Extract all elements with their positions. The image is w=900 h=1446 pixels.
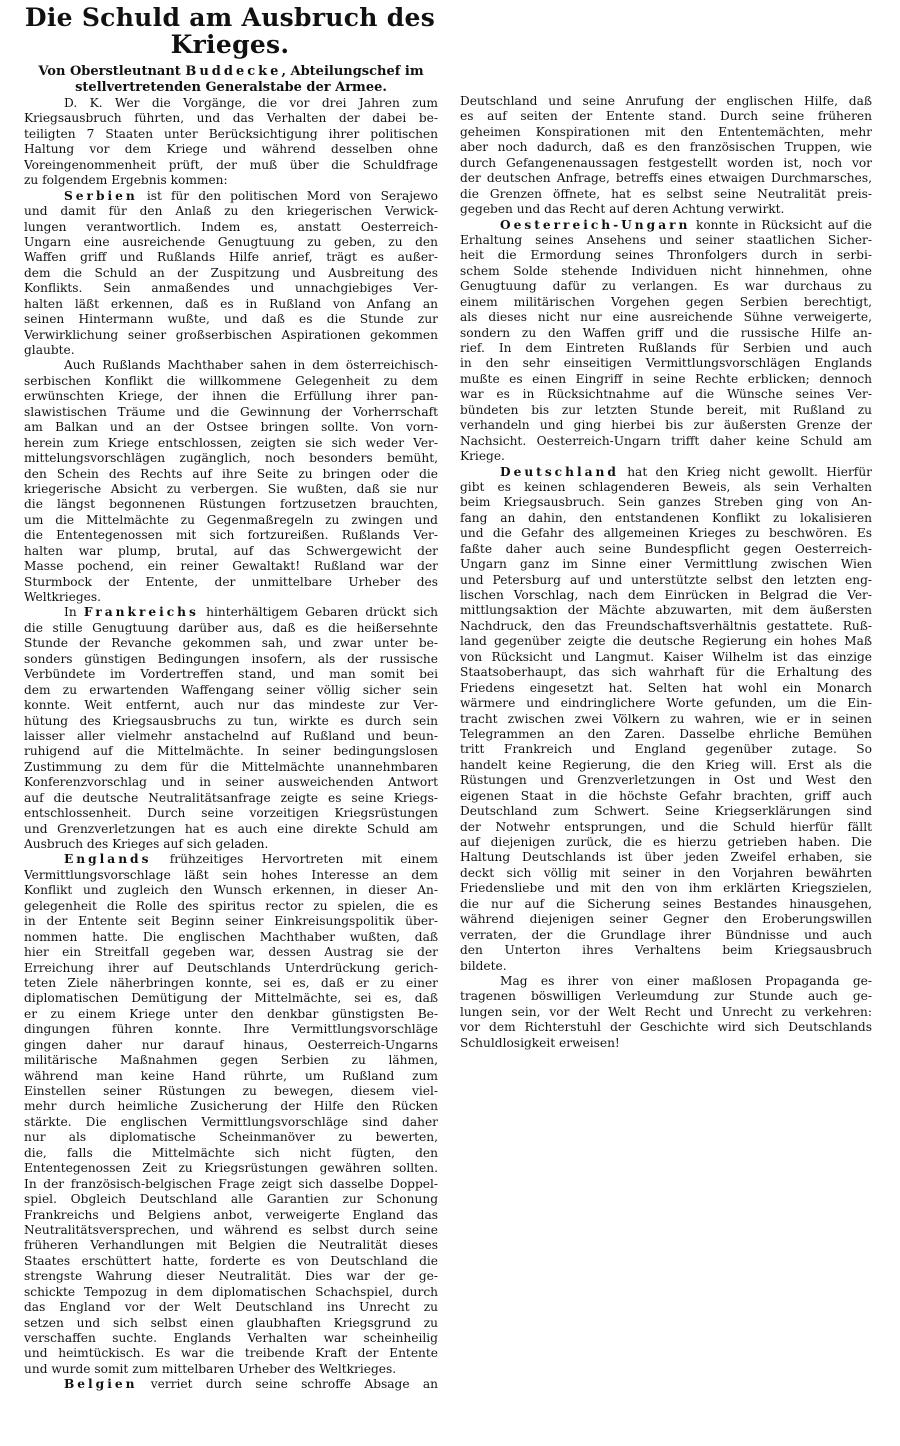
- emphasized-country-name: Englands: [64, 852, 152, 867]
- text-line: Serbien ist für den politischen Mord von Serajewo: [64, 188, 438, 203]
- text-line: Waffen griff und Rußlands Hilfe anrief, trägt es außer-: [24, 250, 438, 265]
- text-line: der deutschen Anfrage, betreffs eines etwaigen Durchmarsches,: [460, 171, 872, 186]
- text-line: Haltung vor dem Kriege und während desselben ohne: [24, 142, 438, 157]
- text-line: Konflikt und zugleich den Wunsch erkennen, in dieser An-: [24, 883, 438, 898]
- text-line: lungen verantwortlich. Indem es, anstatt Oesterreich-: [24, 219, 438, 234]
- article-column-right: [460, 94, 872, 1051]
- text-line: deckt sich völlig mit seiner in den Vorjahren bewährten: [460, 865, 872, 880]
- text-line: den Unterton ihres Verhaltens beim Kriegsausbruch: [460, 943, 872, 958]
- text-line: die Ententegenossen mit sich fortzureißen. Rußlands Ver-: [24, 528, 438, 543]
- byline-line-1: [24, 64, 438, 80]
- text-line: mußte es einen Eingriff in seine Rechte erblicken; dennoch: [460, 371, 872, 386]
- text-line: dem die Schuld an der Zuspitzung und Ausbreitung des: [24, 265, 438, 280]
- text-line: während man keine Hand rührte, um Rußland zum: [24, 1068, 438, 1083]
- text-line: die Grenzen öffnete, hat es selbst seine Neutralität preis-: [460, 186, 872, 201]
- text-line: sondern zu den Waffen griff und die russische Hilfe an-: [460, 325, 872, 340]
- text-line: tracht zwischen zwei Völkern zu wahren, wie er in seinen: [460, 711, 872, 726]
- text-line: teten Ziele näherbringen konnte, sei es, daß er zu einer: [24, 975, 438, 990]
- text-line: Oesterreich-Ungarn konnte in Rücksicht auf die: [500, 217, 872, 232]
- text-line: mehr durch heimliche Zusicherung der Hilfe den Rücken: [24, 1099, 438, 1114]
- text-line: gegeben und das Recht auf deren Achtung verwirkt.: [460, 202, 785, 217]
- text-line: In der französisch-belgischen Frage zeigt sich dasselbe Doppel-: [24, 1176, 438, 1191]
- text-line: beim Kriegsausbruch. Sein ganzes Streben ging von An-: [460, 495, 872, 510]
- text-line: glaubte.: [24, 343, 75, 357]
- text-line: nur als diplomatische Scheinmanöver zu bewerten,: [24, 1130, 438, 1145]
- text-line: erwünschten Kriege, der ihnen die Erfüllung ihrer pan-: [24, 389, 438, 404]
- text-line: Schuldlosigkeit erweisen!: [460, 1035, 620, 1050]
- text-line: fang an dahin, den entstandenen Konflikt zu lokalisieren: [460, 510, 872, 525]
- article-title: [20, 4, 440, 58]
- article-title-line-1: Die Schuld am Ausbruch des: [24, 3, 436, 32]
- text-line: Verwirklichung seiner großserbischen Aspirationen gekommen: [24, 327, 438, 342]
- text-line: ruhigend auf die Mittelmächte. In seiner bedingungslosen: [24, 744, 438, 759]
- text-line: um die Mittelmächte zu Gegenmaßregeln zu zwingen und: [24, 512, 438, 527]
- text-line: entschlossenheit. Durch seine vorzeitigen Kriegsrüstungen: [24, 806, 438, 821]
- text-line: verraten, der die Grundlage ihrer Bündnisse und auch: [460, 927, 872, 942]
- byline-suffix: , Abteilungschef im: [281, 64, 424, 79]
- text-line: Deutschland und seine Anrufung der englischen Hilfe, daß: [460, 94, 872, 108]
- text-line: tritt Frankreich und England gegenüber zutage. So: [460, 742, 872, 757]
- text-line: Neutralitätsversprechen, und während es selbst durch seine: [24, 1222, 438, 1237]
- text-line: Stunde der Revanche gekommen sah, und zwar unter be-: [24, 636, 438, 651]
- text-line: das England vor der Welt Deutschland ins Unrecht zu: [24, 1300, 438, 1315]
- text-line: Ausbruch des Krieges auf sich geladen.: [24, 837, 269, 851]
- byline-line-2: stellvertretenden Generalstabe der Armee.: [75, 80, 387, 95]
- emphasized-country-name: Serbien: [64, 188, 138, 203]
- text-line: rief. In dem Eintreten Rußlands für Serbien und auch: [460, 341, 872, 355]
- text-line: dem zu erwartenden Waffengang seiner völlig sicher sein: [24, 682, 438, 697]
- text-line: es auf seiten der Entente stand. Durch seine früheren: [460, 109, 872, 124]
- text-line: Konferenzvorschlag und in seiner ausweichenden Antwort: [24, 775, 438, 790]
- text-line: Konflikts. Sein anmaßendes und unnachgiebiges Ver-: [24, 281, 438, 296]
- byline-author: Buddecke: [185, 64, 282, 79]
- text-line: strengste Wahrung dieser Neutralität. Dies war der ge-: [24, 1269, 438, 1284]
- text-line: handelt keine Regierung, die den Krieg will. Erst als die: [460, 757, 872, 772]
- text-line: und wurde somit zum mittelbaren Urheber des Weltkrieges.: [24, 1361, 397, 1376]
- text-line: durch Gefangenenaussagen festgestellt worden ist, noch vor: [460, 155, 872, 170]
- text-line: die nur auf die Sicherung seines Bestandes hinausgehen,: [460, 896, 872, 911]
- text-line: Staatsoberhaupt, das sich wahrhaft für die Erhaltung des: [460, 665, 872, 680]
- text-line: Deutschland zum Schwert. Seine Kriegserklärungen sind: [460, 804, 872, 819]
- text-line: Englands frühzeitiges Hervortreten mit einem: [64, 852, 438, 867]
- text-line: in der Entente seit Beginn seiner Einkreisungspolitik über-: [24, 914, 438, 929]
- text-line: Vermittlungsvorschlage läßt sein hohes Interesse an dem: [24, 867, 438, 882]
- text-line: sonders günstigen Bedingungen insofern, als der russische: [24, 651, 438, 666]
- article-column-left: [24, 96, 438, 1393]
- text-line: Verbündete im Vordertreffen stand, und man somit bei: [24, 667, 438, 682]
- text-line: mittelungsvorschlägen zugänglich, noch besonders bemüht,: [24, 451, 438, 466]
- text-line: schickte Tempozug in dem diplomatischen Schachspiel, durch: [24, 1284, 438, 1299]
- text-line: Haltung Deutschlands ist über jeden Zweifel erhaben, sie: [460, 850, 872, 865]
- text-line: den Schein des Rechts auf ihre Seite zu bringen oder die: [24, 466, 438, 481]
- text-line: halten war plump, brutal, auf das Schwergewicht der: [24, 543, 438, 558]
- text-line: Zustimmung zu dem für die Mittelmächte unannehmbaren: [24, 759, 438, 774]
- text-line: schem Solde stehende Individuen nicht hinnehmen, ohne: [460, 263, 872, 278]
- text-line: als dieses nicht nur eine ausreichende Sühne verweigerte,: [460, 310, 872, 325]
- text-line: halten läßt erkennen, daß es in Rußland von Anfang an: [24, 296, 438, 311]
- text-line: verhandeln und ging hierbei bis zur äußersten Grenze der: [460, 418, 872, 433]
- text-line: aber noch dadurch, daß es den französischen Truppen, wie: [460, 140, 872, 155]
- text-line: gibt es keinen schlagenderen Beweis, als sein Verhalten: [460, 479, 872, 494]
- text-line: er zu einem Kriege unter den denkbar günstigsten Be-: [24, 1006, 438, 1021]
- text-line: faßte daher auch seine Bundespflicht gegen Oesterreich-: [460, 541, 872, 556]
- text-line: am Balkan und an der Ostsee bringen sollte. Von vorn-: [24, 420, 438, 435]
- text-line: und heimtückisch. Es war die treibende Kraft der Entente: [24, 1346, 438, 1361]
- text-line: zu folgendem Ergebnis kommen:: [24, 173, 228, 188]
- text-line: Mag es ihrer von einer maßlosen Propaganda ge-: [500, 973, 872, 988]
- text-line: kriegerische Absicht zu verbergen. Sie wußten, daß sie nur: [24, 481, 438, 496]
- text-line: teiligten 7 Staaten unter Berücksichtigung ihrer politischen: [24, 126, 438, 141]
- text-line: war es in Rücksichtnahme auf die Wünsche seines Ver-: [460, 387, 872, 402]
- text-line: Telegrammen an den Zaren. Dasselbe ehrliche Bemühen: [460, 726, 872, 741]
- article-title-line-2: Krieges.: [170, 30, 290, 59]
- text-line: gelegenheit die Rolle des spiritus rector zu spielen, die es: [24, 898, 438, 913]
- text-line: diplomatischen Demütigung der Mittelmächte, sei es, daß: [24, 991, 438, 1006]
- text-line: lischen Vorschlag, nach dem Einrücken in Belgrad die Ver-: [460, 588, 872, 602]
- text-line: Kriege.: [460, 449, 505, 464]
- text-line: Nachdruck, den das Freundschaftsverhältnis gestattete. Ruß-: [460, 618, 872, 633]
- text-line: Deutschland hat den Krieg nicht gewollt. Hierfür: [500, 464, 872, 479]
- text-line: Erhaltung seines Ansehens und seiner staatlichen Sicher-: [460, 232, 872, 247]
- text-line: lungen sein, vor der Welt Recht und Unrecht zu verkehren:: [460, 1004, 872, 1019]
- text-line: Ententegenossen Zeit zu Kriegsrüstungen gewähren sollten.: [24, 1161, 438, 1176]
- text-line: Voreingenommenheit prüft, der muß über die Schuldfrage: [24, 157, 438, 172]
- text-line: serbischen Konflikt die willkommene Gelegenheit zu dem: [24, 373, 438, 388]
- emphasized-country-name: Oesterreich-Ungarn: [500, 217, 691, 232]
- byline-prefix: Von Oberstleutnant: [38, 64, 181, 79]
- text-line: In Frankreichs hinterhältigem Gebaren drückt sich: [64, 605, 438, 620]
- text-line: der Notwehr entsprungen, und die Schuld hierfür fällt: [460, 819, 872, 834]
- text-line: bündeten bis zur letzten Stunde bereit, mit Rußland zu: [460, 402, 872, 417]
- text-line: und damit für den Anlaß zu den kriegerischen Verwick-: [24, 204, 438, 219]
- text-line: früheren Verhandlungen mit Belgien die Neutralität dieses: [24, 1238, 438, 1253]
- text-line: hier ein Streitfall gegeben war, dessen Austrag sie der: [24, 945, 438, 960]
- text-line: auf die deutsche Neutralitätsanfrage zeigte es seine Kriegs-: [24, 790, 438, 805]
- emphasized-country-name: Belgien: [64, 1377, 138, 1392]
- text-line: Rüstungen und Grenzverletzungen in Ost und West den: [460, 773, 872, 788]
- text-line: Kriegsausbruch führten, und das Verhalten der dabei be-: [24, 111, 438, 126]
- text-line: land gegenüber zeigte die deutsche Regierung ein hohes Maß: [460, 634, 872, 649]
- text-line: Friedens eingesetzt hat. Selten hat wohl ein Monarch: [460, 680, 872, 695]
- text-line: Ungarn eine ausreichende Genugtuung zu geben, zu den: [24, 234, 438, 249]
- text-line: vor dem Richterstuhl der Geschichte wird sich Deutschlands: [460, 1020, 872, 1035]
- text-line: hütung des Kriegsausbruchs zu tun, wirkte es durch sein: [24, 713, 438, 728]
- text-line: dingungen führen konnte. Ihre Vermittlungsvorschläge: [24, 1022, 438, 1037]
- text-line: slawistischen Träume und die Gewinnung der Vorherrschaft: [24, 404, 438, 419]
- text-line: Auch Rußlands Machthaber sahen in dem österreichisch-: [64, 358, 438, 373]
- text-line: Masse pochend, ein reiner Gewaltakt! Rußland war der: [24, 559, 438, 574]
- text-line: Ungarn ganz im Sinne einer Vermittlung zwischen Wien: [460, 557, 872, 572]
- text-line: D. K. Wer die Vorgänge, die vor drei Jahren zum: [64, 96, 438, 110]
- text-line: setzen und sich selbst einen glaubhaften Kriegsgrund zu: [24, 1315, 438, 1330]
- text-line: militärische Maßnahmen gegen Serbien zu lähmen,: [24, 1053, 438, 1068]
- text-line: einem militärischen Vorgehen gegen Serbien berechtigt,: [460, 294, 872, 309]
- emphasized-country-name: Frankreichs: [83, 605, 199, 620]
- text-line: mittlungsaktion der Mächte abzuwarten, mit dem äußersten: [460, 603, 872, 618]
- text-line: Genugtuung dafür zu verlangen. Es war durchaus zu: [460, 279, 872, 294]
- text-line: während diejenigen seiner Gegner den Eroberungswillen: [460, 912, 872, 927]
- text-line: die längst begonnenen Rüstungen fortzusetzen brauchten,: [24, 497, 438, 512]
- text-line: laisser aller vielmehr anstachelnd auf Rußland und beun-: [24, 728, 438, 743]
- text-line: spiel. Obgleich Deutschland alle Garantien zur Schonung: [24, 1192, 438, 1207]
- text-line: Einstellen seiner Rüstungen zu bewegen, diesem viel-: [24, 1084, 438, 1098]
- text-line: heit die Ermordung seines Thronfolgers durch in serbi-: [460, 248, 872, 263]
- text-line: tragenen böswilligen Verleumdung zur Stunde auch ge-: [460, 989, 872, 1004]
- text-line: und die Gefahr des allgemeinen Krieges zu beschwören. Es: [460, 526, 872, 541]
- text-line: Frankreichs und Belgiens anbot, verweigerte England das: [24, 1207, 438, 1222]
- text-line: bildete.: [460, 958, 507, 973]
- text-line: nommen hatte. Die englischen Machthaber wußten, daß: [24, 929, 438, 944]
- text-line: stärkte. Die englischen Vermittlungsvorschläge sind daher: [24, 1114, 438, 1129]
- text-line: von Rücksicht und Langmut. Kaiser Wilhelm ist das einzige: [460, 649, 872, 664]
- text-line: Sturmbock der Entente, der unmittelbare Urheber des: [24, 574, 438, 589]
- text-line: Nachsicht. Oesterreich-Ungarn trifft daher keine Schuld am: [460, 433, 872, 448]
- text-line: und Grenzverletzungen hat es auch eine direkte Schuld am: [24, 821, 438, 836]
- text-line: und Petersburg auf und unterstützte selbst den letzten eng-: [460, 572, 872, 587]
- text-line: verschaffen suchte. Englands Verhalten war scheinheilig: [24, 1331, 438, 1345]
- article-byline: [24, 64, 438, 96]
- text-line: in den sehr einseitigen Vermittlungsvorschlägen Englands: [460, 356, 872, 371]
- text-line: Belgien verriet durch seine schroffe Absage an: [64, 1377, 438, 1392]
- text-line: die, falls die Mittelmächte sich nicht fügten, den: [24, 1145, 438, 1160]
- text-line: auf diejenigen zurück, die es hierzu getrieben haben. Die: [460, 835, 872, 849]
- text-line: herein zum Kriege entschlossen, zeigten sie sich weder Ver-: [24, 435, 438, 450]
- text-line: Weltkrieges.: [24, 590, 102, 604]
- text-line: wärmere und eindringlichere Worte gefunden, um die Ein-: [460, 696, 872, 711]
- text-line: geheimen Konspirationen mit den Ententemächten, mehr: [460, 124, 872, 139]
- text-line: Staates erschüttert hatte, forderte es von Deutschland die: [24, 1253, 438, 1268]
- text-line: konnte. Weit entfernt, auch nur das mindeste zur Ver-: [24, 698, 438, 713]
- text-line: Friedensliebe und mit den von ihm erklärten Kriegszielen,: [460, 881, 872, 896]
- text-line: eigenen Staat in die höchste Gefahr brachten, griff auch: [460, 788, 872, 803]
- text-line: Erreichung ihrer auf Deutschlands Unterdrückung gerich-: [24, 960, 438, 975]
- emphasized-country-name: Deutschland: [500, 464, 619, 479]
- text-line: die stille Genugtuung darüber aus, daß es die heißersehnte: [24, 620, 438, 635]
- text-line: seinen Hintermann wußte, und daß es die Stunde zur: [24, 312, 438, 327]
- text-line: gingen daher nur darauf hinaus, Oesterreich-Ungarns: [24, 1037, 438, 1052]
